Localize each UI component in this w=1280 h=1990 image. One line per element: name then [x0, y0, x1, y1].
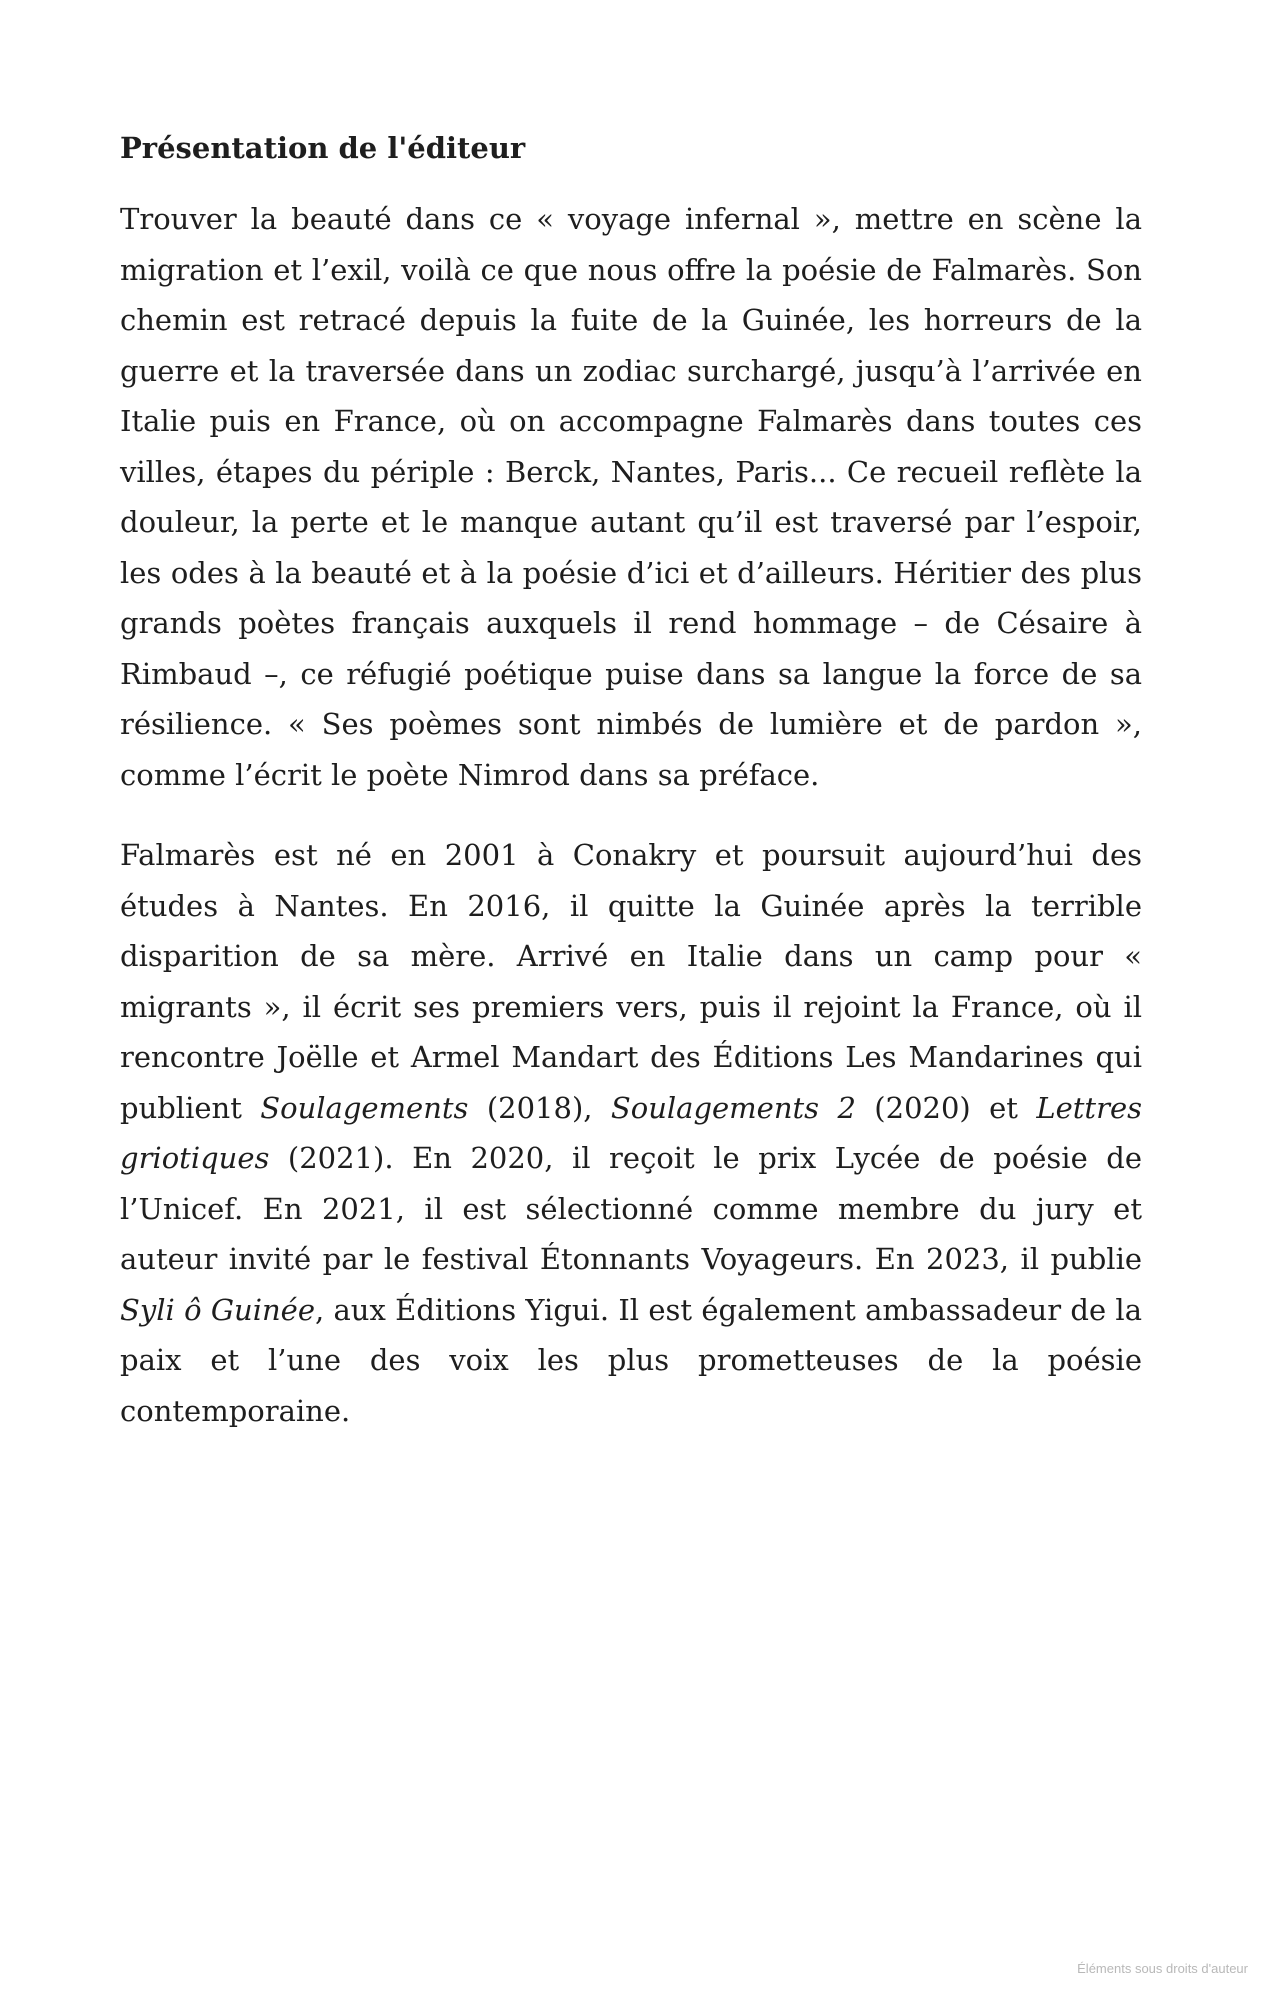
book-title: Syli ô Guinée: [120, 1292, 315, 1327]
book-title: Soulagements 2: [610, 1090, 856, 1125]
bio-text: (2021). En 2020, il reçoit le prix Lycée de poésie de l’Unicef. En 2021, il est sélectionné comme membre du jury et auteur invité par le festival Étonnants Voyageurs. En 2023, il publie: [120, 1141, 1142, 1276]
book-description-paragraph: Trouver la beauté dans ce « voyage infernal », mettre en scène la migration et l’exil, voilà ce que nous offre la poésie de Falmarès. Son chemin est retracé depuis la fuite de la Guinée, les horreurs de la guerre et la traversée dans un zodiac surchargé, jusqu’à l’arrivée en Italie puis en France, où on accompagne Falmarès dans toutes ces villes, étapes du périple : Berck, Nantes, Paris... Ce recueil reflète la douleur, la perte et le manque autant qu’il est traversé par l’espoir, les odes à la beauté et à la poésie d’ici et d’ailleurs. Héritier des plus grands poètes français auxquels il rend hommage – de Césaire à Rimbaud –, ce réfugié poétique puise dans sa langue la force de sa résilience. « Ses poèmes sont nimbés de lumière et de pardon », comme l’écrit le poète Nimrod dans sa préface.: [120, 202, 1142, 792]
bio-text: Falmarès est né en 2001 à Conakry et poursuit aujourd’hui des études à Nantes. En 2016, il quitte la Guinée après la terrible disparition de sa mère. Arrivé en Italie dans un camp pour « migrants », il écrit ses premiers vers, puis il rejoint la France, où il rencontre Joëlle et Armel Mandart des Éditions Les Mandarines qui publient: [120, 838, 1142, 1125]
copyright-notice: Éléments sous droits d'auteur: [1077, 1961, 1248, 1976]
bio-text: (2018),: [468, 1090, 611, 1125]
book-title: Soulagements: [260, 1090, 469, 1125]
author-bio-paragraph: [120, 830, 1142, 1436]
bio-text: , aux Éditions Yigui. Il est également ambassadeur de la paix et l’une des voix les plus prometteuses de la poésie contemporaine.: [120, 1292, 1142, 1428]
section-heading: Présentation de l'éditeur: [120, 131, 526, 165]
book-title: Lettres griotiques: [120, 1090, 1142, 1175]
bio-text: (2020) et: [855, 1090, 1037, 1125]
document-page: [120, 128, 1142, 1436]
